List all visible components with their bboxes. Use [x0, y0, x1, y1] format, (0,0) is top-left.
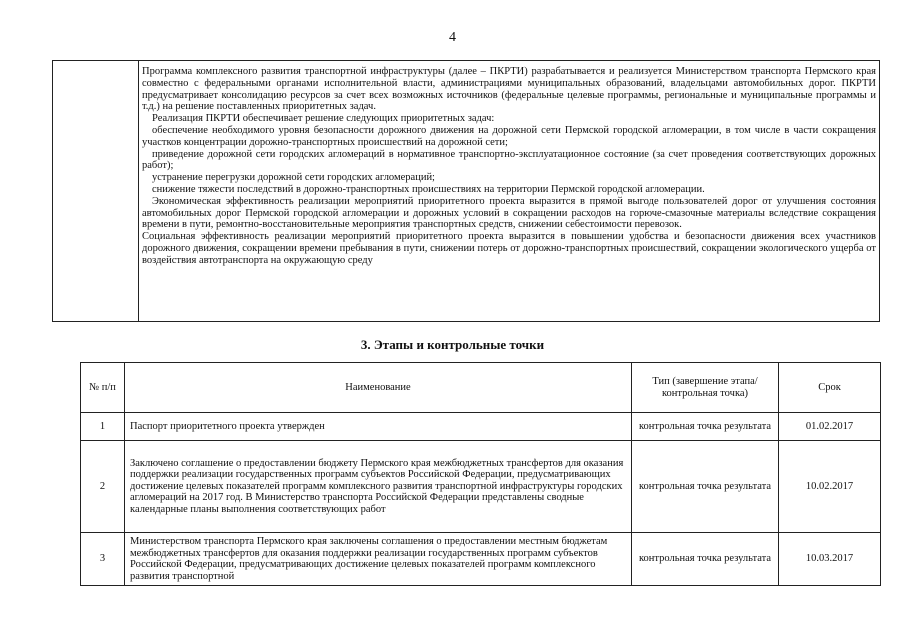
row-date: 10.03.2017 — [779, 533, 881, 586]
header-num: № п/п — [81, 363, 125, 413]
page-number: 4 — [449, 30, 456, 45]
header-type: Тип (завершение этапа/контрольная точка) — [632, 363, 779, 413]
row-num: 2 — [81, 441, 125, 533]
task-item: устранение перегрузки дорожной сети городских агломераций; — [152, 172, 435, 184]
row-type: контрольная точка результата — [632, 413, 779, 441]
description-paragraph: Программа комплексного развития транспортной инфраструктуры (далее – ПКРТИ) разрабатывается и реализуется Министерством транспорта Пермского края совместно с федеральными органами исполнительной власти, администрациями муниципальных образований, владельцами автомобильных дорог. ПКРТИ предусматривает консолидацию ресурсов за счет всех возможных источников (федеральные целевые программы, региональные и муниципальные программы и т.д.) на решение поставленных приоритетных задач. — [142, 66, 876, 113]
row-date: 10.02.2017 — [779, 441, 881, 533]
task-item: приведение дорожной сети городских агломераций в нормативное транспортно-эксплуатационное состояние (за счет проведения соответствующих дорожных работ); — [142, 148, 876, 172]
task-item: снижение тяжести последствий в дорожно-транспортных происшествиях на территории Пермской городской агломерации. — [152, 183, 705, 195]
row-num: 3 — [81, 533, 125, 586]
description-paragraph: Реализация ПКРТИ обеспечивает решение следующих приоритетных задач: — [152, 113, 495, 125]
header-date: Срок — [779, 363, 881, 413]
table-header-row — [81, 363, 881, 413]
section-title: 3. Этапы и контрольные точки — [360, 337, 545, 352]
description-paragraph: Экономическая эффективность реализации мероприятий приоритетного проекта выразится в прямой выгоде пользователей дорог от улучшения состояния автомобильных дорог Пермской городской агломерации и дорожных условий в сокращении расходов на горюче-смазочные материалы вследствие сокращения времени в пути, ремонтно-восстановительные мероприятия транспортных средств, снижении себестоимости перевозок. — [142, 195, 876, 231]
table-row — [81, 533, 881, 586]
stages-table — [80, 362, 881, 586]
row-date: 01.02.2017 — [779, 413, 881, 441]
row-name: Министерством транспорта Пермского края заключены соглашения о предоставлении местным бюджетам межбюджетных трансфертов для оказания поддержки реализации государственных программ субъектов Российской Федерации, предусматривающих достижение целевых показателей программ комплексного развития транспортной — [125, 533, 632, 586]
row-num: 1 — [81, 413, 125, 441]
description-paragraph: Социальная эффективность реализации мероприятий приоритетного проекта выразится в повышении удобства и безопасности движения всех участников дорожного движения, сокращении времени пребывания в пути, снижении потерь от дорожно-транспортных происшествий, сокращении экологического ущерба от воздействия автотранспорта на окружающую среду — [142, 231, 876, 266]
header-name: Наименование — [125, 363, 632, 413]
row-name: Паспорт приоритетного проекта утвержден — [125, 413, 632, 441]
description-text-cell — [139, 61, 879, 321]
row-type: контрольная точка результата — [632, 441, 779, 533]
table-row — [81, 413, 881, 441]
description-label-cell — [53, 61, 139, 321]
row-type: контрольная точка результата — [632, 533, 779, 586]
task-item: обеспечение необходимого уровня безопасности дорожного движения на дорожной сети Пермской городской агломерации, в том числе в части сокращения участков концентрации дорожно-транспортных происшествий на дорожной сети; — [142, 124, 876, 148]
row-name: Заключено соглашение о предоставлении бюджету Пермского края межбюджетных трансфертов для оказания поддержки реализации государственных программ субъектов Российской Федерации, предусматривающих достижение целевых показателей программ комплексного развития транспортной инфраструктуры городских агломераций на 2017 год. В Министерство транспорта Российской Федерации представлены сводные календарные планы выполнения соответствующих работ — [125, 441, 632, 533]
description-table — [52, 60, 880, 322]
table-row — [81, 441, 881, 533]
